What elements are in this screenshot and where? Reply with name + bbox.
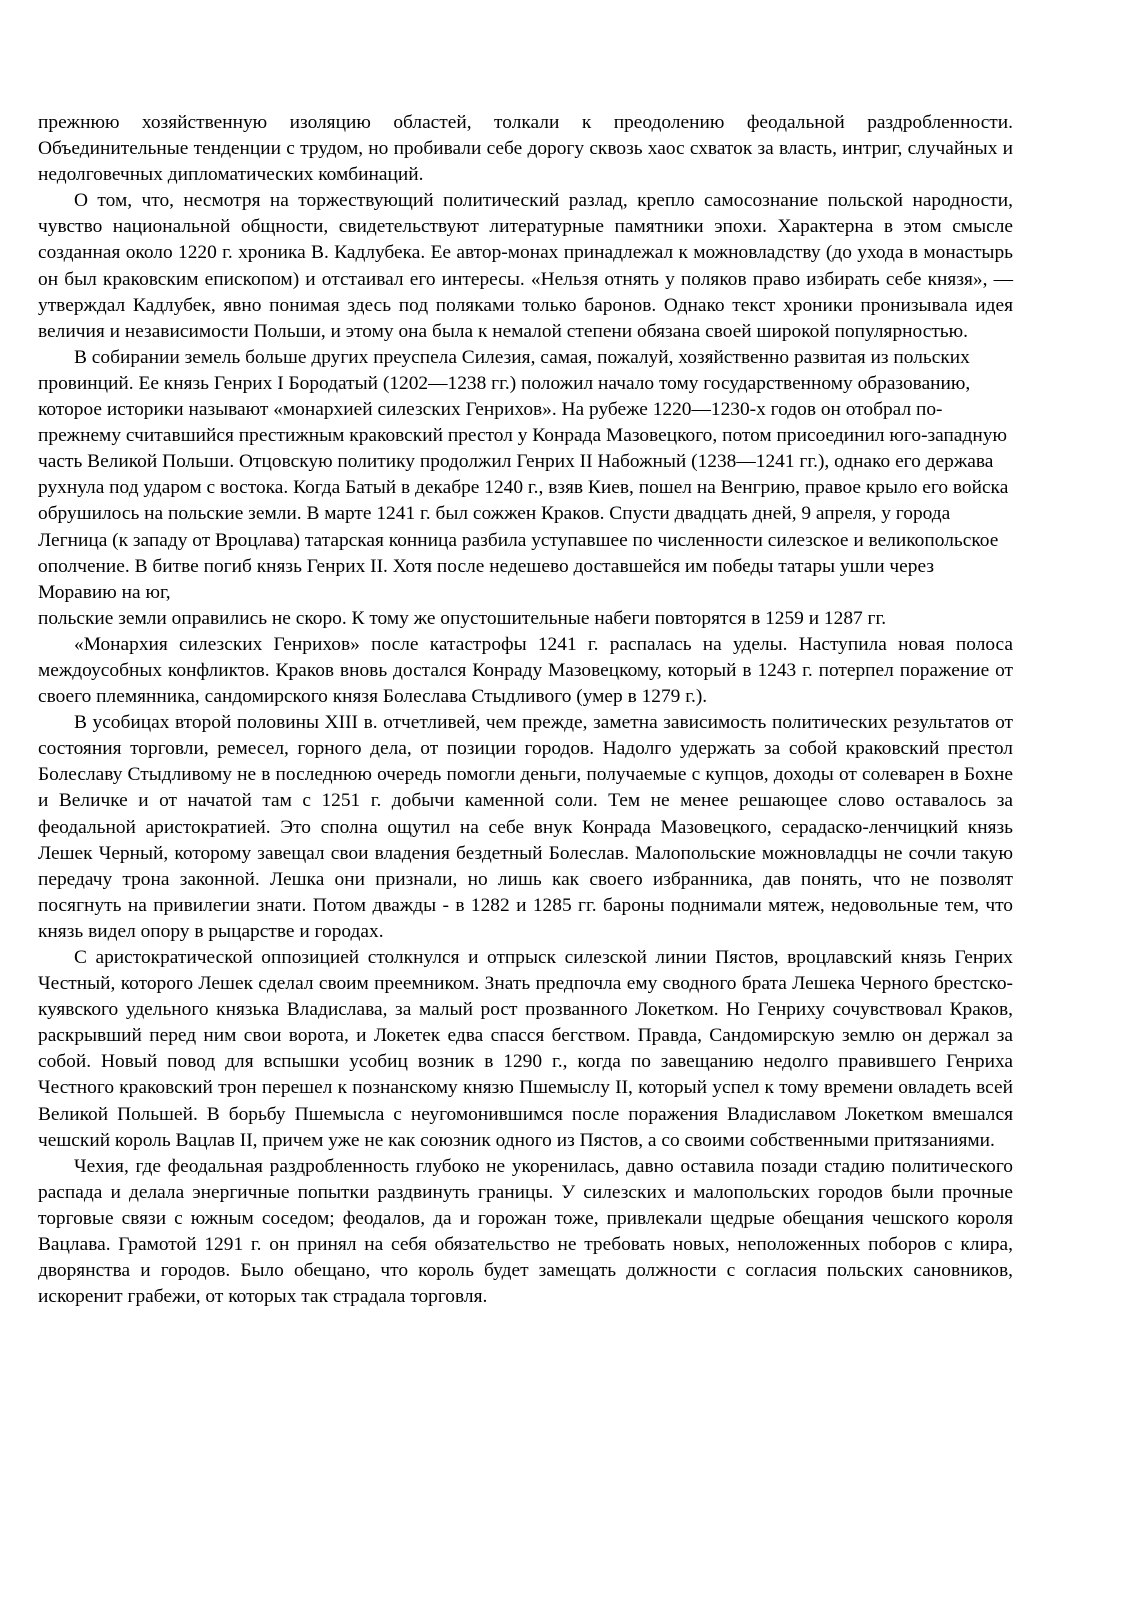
paragraph-4: польские земли оправились не скоро. К тому же опустошительные набеги повторятся в 1259 и 1287 гг. — [38, 607, 887, 629]
document-page — [38, 110, 1013, 1310]
paragraph-7: С аристократической оппозицией столкнулся и отпрыск силезской линии Пястов, вроцлавский князь Генрих Честный, которого Лешек сделал своим преемником. Знать предпочла ему сводного брата Лешека Черного брестско-куявского удельного князька Владислава, за малый рост прозванного Локетком. Но Генриху сочувствовал Краков, раскрывший перед ним свои ворота, и Локетек едва спасся бегством. Правда, Сандомирскую землю он держал за собой. Новый повод для вспышки усобиц возник в 1290 г., когда по завещанию недолго правившего Генриха Честного краковский трон перешел к познанскому князю Пшемыслу II, который успел к тому времени овладеть всей Великой Польшей. В борьбу Пшемысла с неугомонившимся после поражения Владиславом Локетком вмешался чешский король Вацлав II, причем уже не как союзник одного из Пястов, а со своими собственными притязаниями. — [38, 947, 1013, 1151]
paragraph-8: Чехия, где феодальная раздробленность глубоко не укоренилась, давно оставила позади стадию политического распада и делала энергичные попытки раздвинуть границы. У силезских и малопольских городов были прочные торговые связи с южным соседом; феодалов, да и горожан тоже, привлекали щедрые обещания чешского короля Вацлава. Грамотой 1291 г. он принял на себя обязательство не требовать новых, неположенных поборов с клира, дворянства и городов. Было обещано, что король будет замещать должности с согласия польских сановников, искоренит грабежи, от которых так страдала торговля. — [38, 1155, 1013, 1308]
paragraph-2: О том, что, несмотря на торжествующий политический разлад, крепло самосознание польской народности, чувство национальной общности, свидетельствуют литературные памятники эпохи. Характерна в этом смысле созданная около 1220 г. хроника В. Кадлубека. Ее автор-монах принадлежал к можновладству (до ухода в монастырь он был краковским епископом) и отстаивал его интересы. «Нельзя отнять у поляков право избирать себе князя», — утверждал Кадлубек, явно понимая здесь под поляками только баронов. Однако текст хроники пронизывала идея величия и независимости Польши, и этому она была к немалой степени обязана своей широкой популярностью. — [38, 190, 1013, 342]
paragraph-1: прежнюю хозяйственную изоляцию областей, толкали к преодолению феодальной раздробленности. Объединительные тенденции с трудом, но пробивали себе дорогу сквозь хаос схваток за власть, интриг, случайных и недолговечных дипломатических комбинаций. — [38, 112, 1013, 186]
paragraph-6: В усобицах второй половины XIII в. отчетливей, чем прежде, заметна зависимость политических результатов от состояния торговли, ремесел, горного дела, от позиции городов. Надолго удержать за собой краковский престол Болеславу Стыдливому не в последнюю очередь помогли деньги, получаемые с купцов, доходы от солеварен в Бохне и Величке и от начатой там с 1251 г. добычи каменной соли. Тем не менее решающее слово оставалось за феодальной аристократией. Это сполна ощутил на себе внук Конрада Мазовецкого, серадаско-ленчицкий князь Лешек Черный, которому завещал свои владения бездетный Болеслав. Малопольские можновладцы не сочли такую передачу трона законной. Лешка они признали, но лишь как своего избранника, дав понять, что не позволят посягнуть на привилегии знати. Потом дважды - в 1282 и 1285 гг. бароны поднимали мятеж, недовольные тем, что князь видел опору в рыцарстве и городах. — [38, 712, 1013, 942]
paragraph-5: «Монархия силезских Генрихов» после катастрофы 1241 г. распалась на уделы. Наступила новая полоса междоусобных конфликтов. Краков вновь достался Конраду Мазовецкому, который в 1243 г. потерпел поражение от своего племянника, сандомирского князя Болеслава Стыдливого (умер в 1279 г.). — [38, 633, 1013, 708]
paragraph-3: В собирании земель больше других преуспела Силезия, самая, пожалуй, хозяйственно развитая из польских провинций. Ее князь Генрих I Бородатый (1202—1238 гг.) положил начало тому государственному образованию, которое историки называют «монархией силезских Генрихов». На рубеже 1220—1230-х годов он отобрал по-прежнему считавшийся престижным краковский престол у Конрада Мазовецкого, потом присоединил юго-западную часть Великой Польши. Отцовскую политику продолжил Генрих II Набожный (1238—1241 гг.), однако его держава рухнула под ударом с востока. Когда Батый в декабре 1240 г., взяв Киев, пошел на Венгрию, правое крыло его войска обрушилось на польские земли. В марте 1241 г. был сожжен Краков. Спусти двадцать дней, 9 апреля, у города Легница (к западу от Вроцлава) татарская конница разбила уступавшее по численности силезское и великопольское ополчение. В битве погиб князь Генрих II. Хотя после недешево доставшейся им победы татары ушли через Моравию на юг, — [38, 346, 1009, 603]
